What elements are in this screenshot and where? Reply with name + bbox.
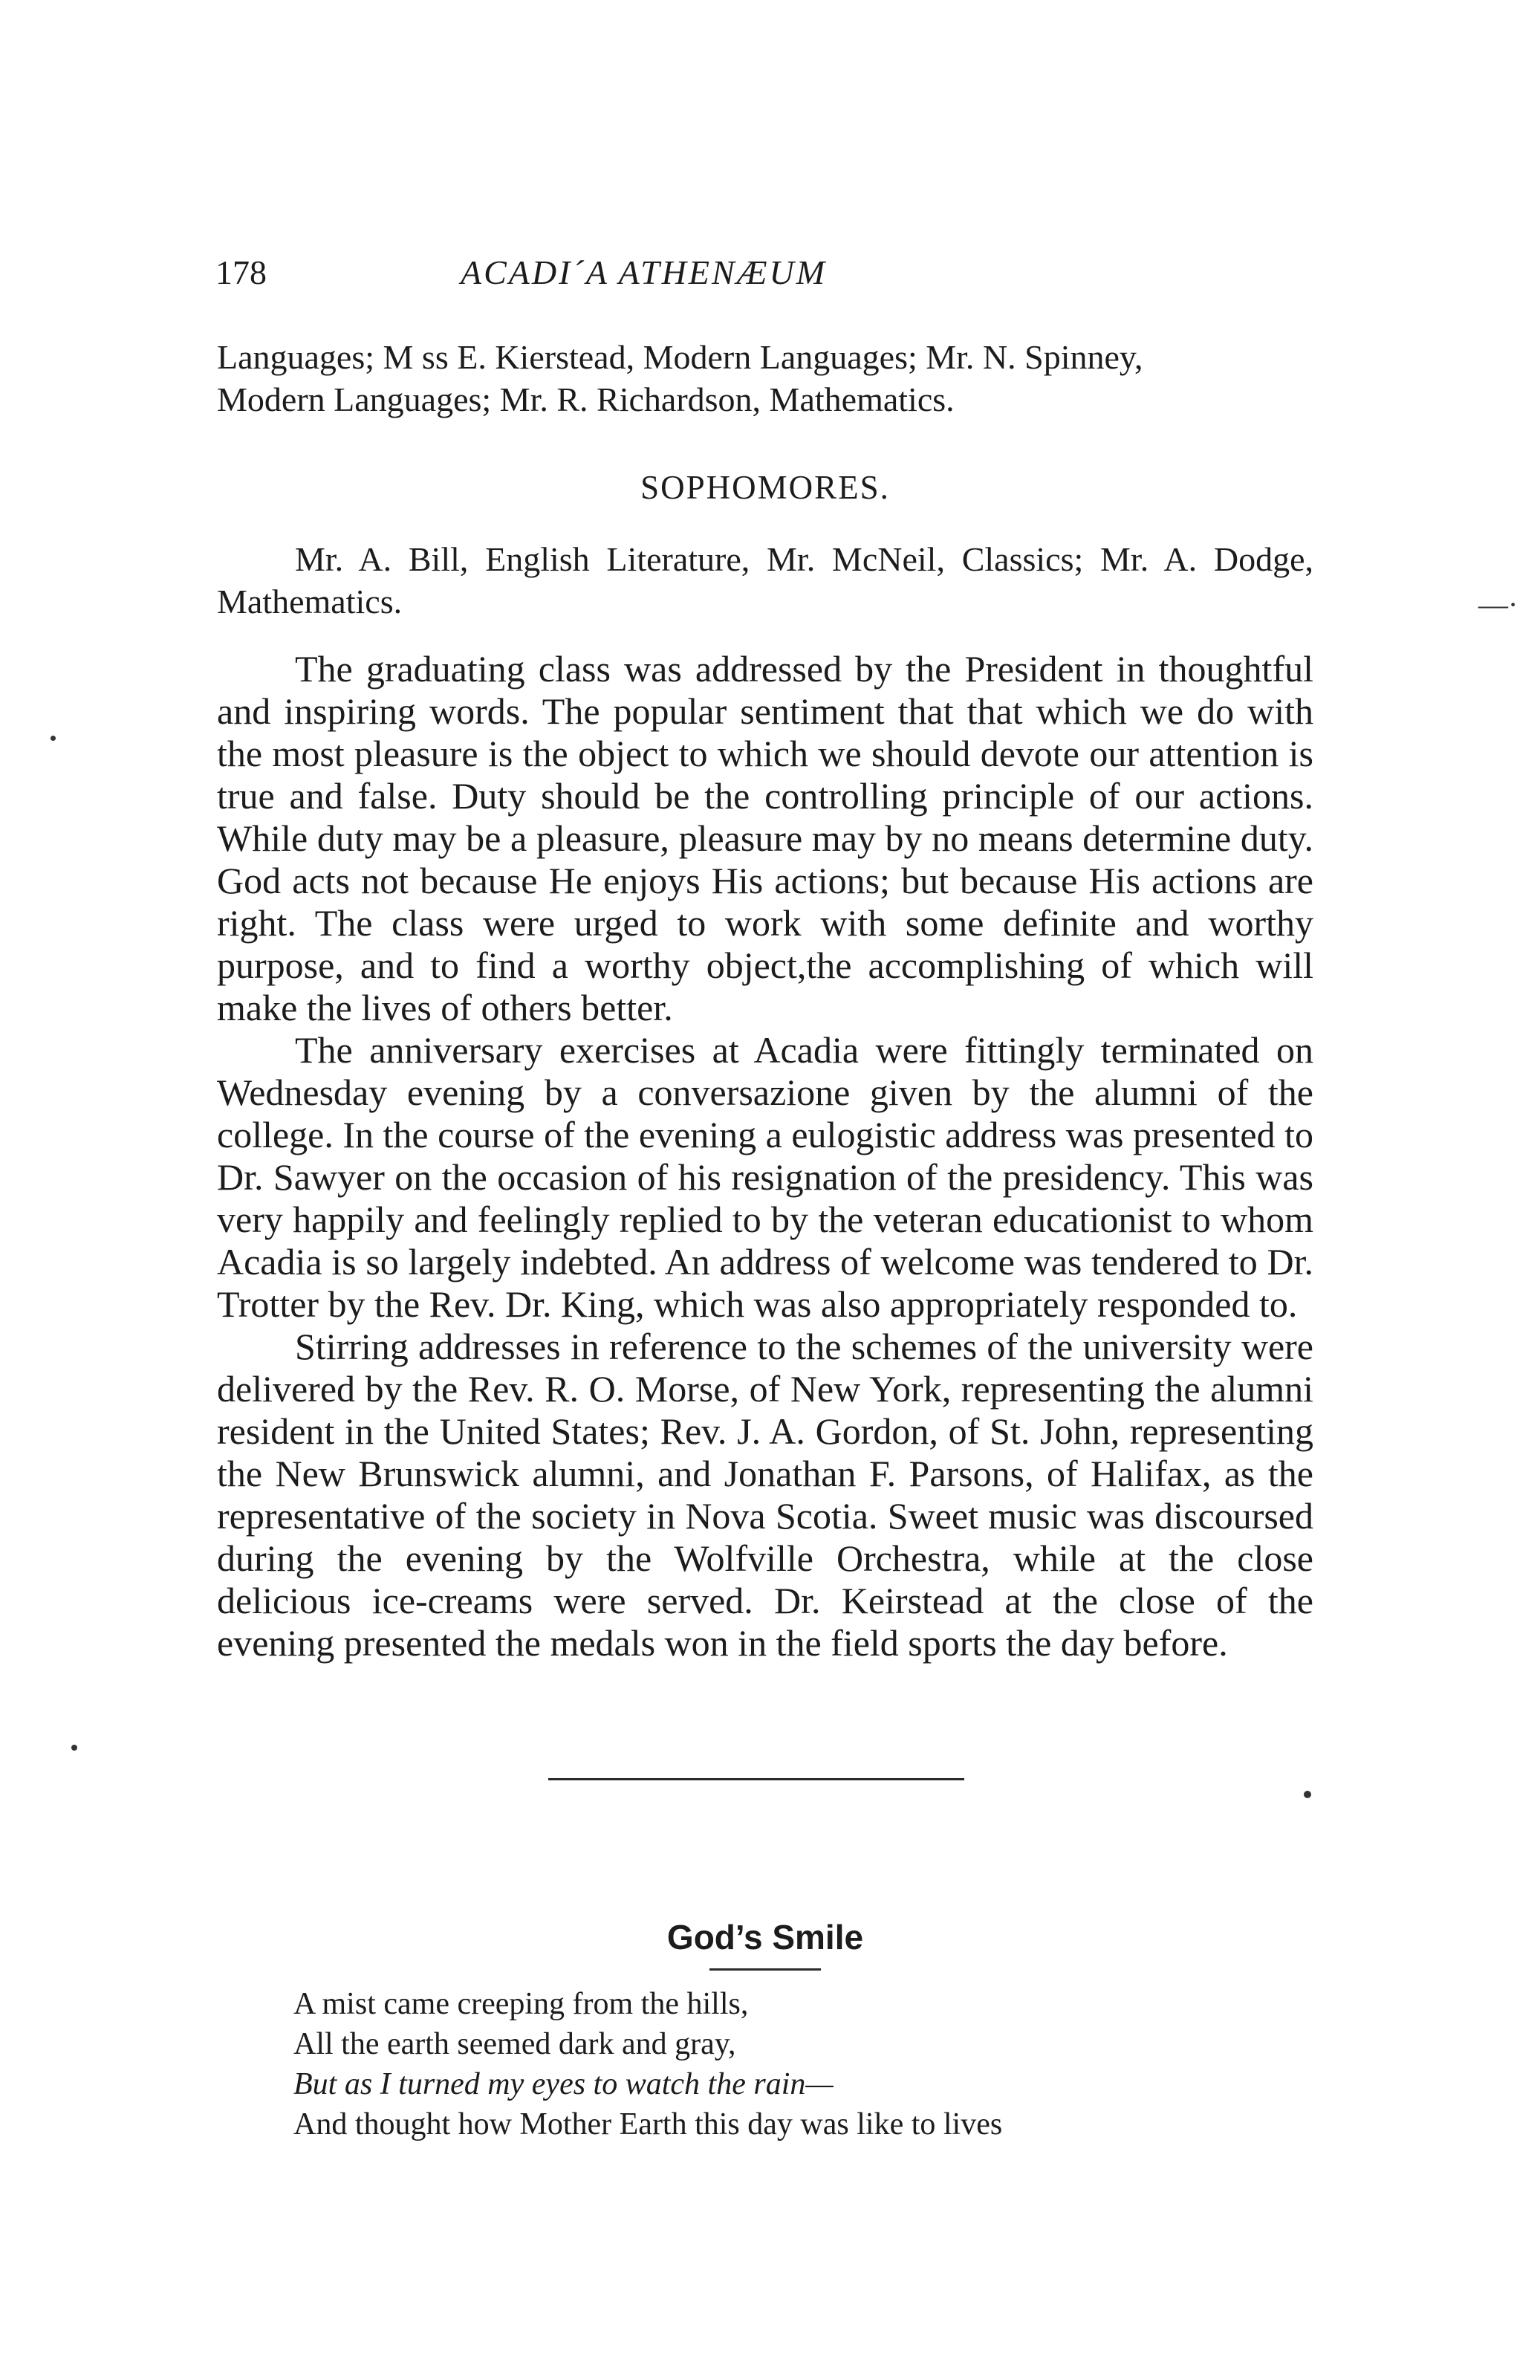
poem <box>293 1984 1002 2144</box>
margin-mark: —· <box>1478 588 1518 621</box>
page-header <box>215 253 1315 305</box>
speck-mark <box>1304 1791 1311 1798</box>
section-divider <box>548 1778 964 1780</box>
intro-line-1: Languages; M ss E. Kierstead, Modern Languages; Mr. N. Spinney, <box>217 338 1143 376</box>
poem-line: A mist came creeping from the hills, <box>293 1987 749 2021</box>
speck-mark <box>51 736 56 741</box>
speck-mark <box>71 1745 77 1751</box>
poem-line: All the earth seemed dark and gray, <box>293 2027 736 2061</box>
sophomores-heading: SOPHOMORES. <box>640 469 890 506</box>
poem-line: But as I turned my eyes to watch the rain— <box>293 2067 834 2101</box>
page-number: 178 <box>215 253 267 291</box>
article-body <box>217 648 1313 1664</box>
sophomores-text: Mr. A. Bill, English Literature, Mr. McNeil, Classics; Mr. A. Dodge, Mathematics. <box>217 540 1313 620</box>
poem-title: God’s Smile <box>666 1918 864 1956</box>
paragraph-anniversary: The anniversary exercises at Acadia were fittingly terminated on Wednesday evening by a conversazione given by the alumni of the college. In the course of the evening a eulogistic address was presented to Dr. Sawyer on the occasion of his resignation of the presidency. This was very happily and feelingly replied to by the veteran educationist to whom Acadia is so largely indebted. An address of welcome was tendered to Dr. Trotter by the Rev. Dr. King, which was also appropriately responded to. <box>217 1029 1313 1325</box>
poem-line: And thought how Mother Earth this day was like to lives <box>293 2107 1003 2141</box>
intro-line-2: Modern Languages; Mr. R. Richardson, Mathematics. <box>217 380 955 418</box>
running-title: ACADI´A ATHENÆUM <box>461 253 828 291</box>
paragraph-addresses: Stirring addresses in reference to the schemes of the university were delivered by the Rev. R. O. Morse, of New York, representing the alumni resident in the United States; Rev. J. A. Gordon, of St. John, representing the New Brunswick alumni, and Jonathan F. Parsons, of Halifax, as the representative of the society in Nova Scotia. Sweet music was discoursed during the evening by the Wolfville Orchestra, while at the close delicious ice-creams were served. Dr. Keirstead at the close of the evening presented the medals won in the field sports the day before. <box>217 1326 1313 1664</box>
paragraph-graduating-class: The graduating class was addressed by the President in thoughtful and inspiring words. The popular sentiment that that which we do with the most pleasure is the object to which we should devote our attention is true and false. Duty should be the controlling principle of our actions. While duty may be a pleasure, pleasure may by no means determine duty. God acts not because He enjoys His actions; but because His actions are right. The class were urged to work with some definite and worthy purpose, and to find a worthy object,the accomplishing of which will make the lives of others better. <box>217 648 1313 1028</box>
poem-title-rule <box>709 1968 821 1971</box>
sophomores-list <box>217 538 1313 623</box>
intro-text <box>217 336 1313 421</box>
